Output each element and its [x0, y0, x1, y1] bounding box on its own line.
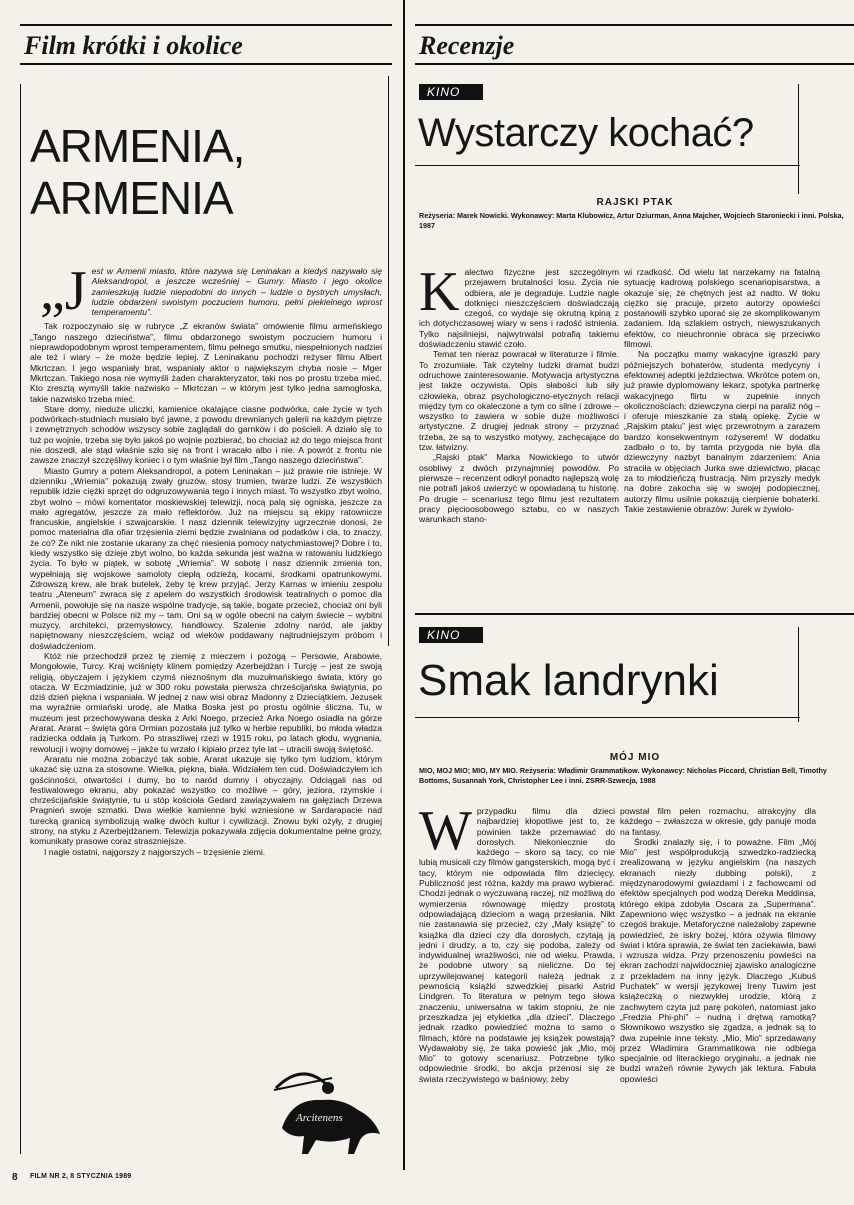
review1-dropcap: K: [419, 261, 460, 323]
top-rule-right: [415, 24, 854, 26]
review1-kicker: KINO: [419, 84, 483, 100]
left-article-body: [30, 260, 382, 857]
review1-col1-p2: Temat ten nieraz powracał w literaturze i filmie. To zrozumiałe. Tak czytelny ludzki dramat budzi odruchowe zainteresowanie. Motywacja artystyczna jest także oczywista. Opis słabości lub siły człowieka, obraz psychologiczno-etycznych relacji między tym co okaleczone a tym co silne i zdrowe – wszystko to zawiera w sobie duże możliwości artystyczne. Z drugiej jednak strony – przyznać trzeba, że są to wszystko motywy, zachęcające do tzw. łatwizny.: [419, 349, 619, 453]
review1-col1-p1: alectwo fizyczne jest szczególnym przejawem brutalności losu. Życia nie odbiera, ale je degraduje. Ludzie nagle dotknięci nieszczęściem doświadczają czegoś, co wydaje się okrutną kpiną z ich dotychczasowej wiary w sens i radość istnienia. Tylko najsilniejsi, najwytrwalsi potrafią takiemu doświadczeniu stawić czoło.: [419, 267, 619, 350]
intro-dropcap: „J: [40, 260, 87, 322]
review1-col1-p3: „Rajski ptak” Marka Nowickiego to utwór osobliwy z dwóch przynajmniej powodów. Po pierwsze – recenzent odkrył ponadto najlepszą wolę nie potrafi jakoś uwierzyć w opowiadaną tu historię. Po drugie – scenariusz tego filmu jest rezultatem pracy pięcioosobowego sztabu, co w naszych warunkach stano-: [419, 452, 619, 525]
top-rule-left: [20, 24, 392, 26]
left-paragraph-2: Stare domy, nieduże uliczki, kamienice okalające ciasne podwórka, całe życie w tych podwórkach-studniach musiało być jawne, z powodu drewnianych galerii na każdym piętrze i zewnętrznych schodów wszyscy sobie zaglądali do garnków i do pościeli. A działo się to tuż po wojnie, trzeba się było jakoś po wojnie pozbierać, bo chociaż aż do tego miejsca front nie doszedł, ale stąd właśnie szło się na front i wracało albo i nie. A powrót z frontu nie zawsze znaczył szczęśliwy koniec i o tym właśnie był film „Tango naszego dzieciństwa”.: [30, 403, 382, 466]
left-paragraph-6: I nagle ostatni, najgorszy z najgorszych – trzęsienie ziemi.: [44, 846, 266, 857]
review2-col1-p1: przypadku filmu dla dzieci najbardziej kłopotliwe jest to, że powinien także przemawiać do dorosłych. Niekoniecznie do każdego – skoro są tacy, co nie lubią musicali czy filmów gangsterskich, mogą być i tacy, którym nie odpowiada film dziecięcy. Publiczność jest różna, każdy ma prawo wybierać. Chodzi jednak o wyczuwaną raczej, niż możliwą do wymierzenia równowagę między prostotą odpowiadającą dzieciom a wagą przesłania. Nikt nie zastanawia się przecież, czy „Mały książę” to książka dla dzieci czy dla dorosłych, czytają ją jedni i drudzy, a to, czy się podoba, zależy od indywidualnej wrażliwości, nie od wieku. Prawda, że podobne utwory są nieliczne. Do tej uprzywilejowanej kategorii należą jednak z pewnością książki szwedzkiej pisarki Astrid Lindgren. To literatura w pełnym tego słowa znaczeniu, uniwersalna w takim stopniu, że nie przeszkadza jej etykietka „dla dzieci”. Dlaczego jednak rzadko powiedzieć można to samo o filmach, które na podstawie jej książek powstają? Wydawałoby się, że taka powieść jak „Mio, mój Mio” to gotowy scenariusz. Potrzebne tylko odpowiednie środki, bo akcja przenosi się ze świata rzeczywistego w baśniowy, żeby: [419, 806, 615, 1084]
review1-title-rule: [415, 165, 800, 166]
review1-film-title: RAJSKI PTAK: [596, 197, 674, 208]
left-frame-line: [20, 84, 21, 1154]
emblem-label: Arcitenens: [296, 1112, 343, 1124]
review2-col2-p1: powstał film pełen rozmachu, atrakcyjny dla każdego – zwłaszcza w okresie, gdy panuje moda na fantasy.: [620, 806, 816, 837]
left-paragraph-1: Tak rozpoczynało się w rubryce „Z ekranów świata” omówienie filmu armeńskiego „Tango naszego dzieciństwa”, filmu obdarzonego swoistym poczuciem humoru i nieprawdopodobnym wprost temperamentem, filmu pełnego smutku, niespełnionych nadziei ale też i wiary – że może będzie lepiej. Z Leninakanu pochodzi reżyser filmu Albert Mkrtczan. I jego wspaniały brat, wspaniały aktor o największym chyba nosie – Mger Mkrtczan. Takiego nosa nie wymyśli żaden charakteryzator, taki nos po prostu trzeba mieć. Kto zresztą wymyśli takie nazwisko – Mkrtczan – w którym jest tylko jedna samogłoska, takie nazwisko trzeba mieć.: [30, 321, 382, 404]
review2-column-2: [620, 806, 816, 1084]
article-title-line-1: ARMENIA,: [30, 120, 245, 172]
review2-column-1: [419, 800, 615, 1084]
review2-film-title: MÓJ MIO: [609, 752, 661, 763]
review2-col2-p2: Środki znalazły się, i to poważne. Film „Mój Mio” jest współprodukcją szwedzko-radziecką zrealizowaną w języku angielskim (na naszych ekranach niezły dubbing polski), z międzynarodowymi gwiazdami i z fachowcami od efektów specjalnych pod wodzą Dereka Meddinsa, którego ekipa zdobyła Oscara za „Supermana”. Zapewniono więc wszystko – a jednak na ekranie czegoś brakuje. Metaforyczne należałoby zapewne powiedzieć, że iskry bożej, która ożywia filmowy świat i która sprawia, że świat ten zaciekawia, bawi i wzrusza widza. Przy przenoszeniu powieści na ekran zachodzi najwidoczniej zjawisko analogiczne z przekładem na inny język. Dlaczego „Kubuś Puchatek” w wersji językowej Ireny Tuwim jest książeczką o niezwykłej urodzie, którą z zachwytem czyta już parę pokoleń, natomiast jako „Fredzia Phi-phi” – nudną i drętwą ramotką? Słownikowo wszystko się zgadza, a jednak są to dwa zupełnie inne teksty. „Mio, Mio” sprzedawany przez Władimira Grammatikowa nie odbiega specjalnie od literackiego oryginału, a jednak nie budzi wrażeń równie żywych jak lektura. Fabuła opowieści: [620, 836, 816, 1084]
right-header-rule: [415, 63, 854, 65]
review1-col2-p1: wi rzadkość. Od wielu lat narzekamy na fatalną sytuację kadrową polskiego scenariopisarstwa, a okazuje się, że chętnych jest aż nadto. W tłoku ciężko się pracuje, przeto autorzy opowieści postanowili szybko uporać się ze skomplikowanym zadaniem. Idą szlakiem ostrych, niewyszukanych efektów, co nieuchronnie obraca się przeciwko filmowi.: [624, 267, 820, 350]
page-number: 8: [12, 1172, 18, 1183]
review1-title: Wystarczy kochać?: [418, 111, 754, 155]
review1-column-2: [624, 267, 820, 514]
archer-centaur-icon: [262, 1058, 392, 1158]
article-intro: [40, 260, 382, 322]
review2-title-rule: [415, 717, 800, 718]
left-paragraph-4: Któż nie przechodził przez tę ziemię z mieczem i pożogą – Persowie, Arabowie, Mongołowie, Turcy. Kraj wciśnięty klinem pomiędzy Azerbejdżan i Turcję – jest ze swoją religią, obyczajem i językiem czymś nieznośnym dla muzułmańskiego świata, który go otacza. W Eczmiadzinie, już w 300 roku powstała pierwsza chrześcijańska świątynia, po dziś dzień piękna i wspaniała. W jednej z naw wisi obraz Madonny z Dzieciątkiem. Jezusek ma wyraźnie ormiański urodę, ale Matka Boska jest po prostu ogólnie śliczna. Tu, w muzeum jest przechowywana deska z Arki Noego, przecież Arka Noego osiadła na górze Ararat. Ararat – święta góra Ormian pozostała już tylko w herbie republiki, bo młoda władza radziecka oddała ją Turkom. Po straszliwej rzezi w 1915 roku, po latach głodu, wygnania, rewolucji i wojny domowej – jakże tu wrzało i kipiało przez tyle lat – utracili swoją świętość.: [30, 650, 382, 754]
review2-frame-line: [798, 627, 799, 722]
intro-text: est w Armenii miasto, które nazywa się Leninakan a kiedyś nazywało się Aleksandropol, a jeszcze wcześniej – Gumry. Miasto i jego okolice zamieszkują ludzie niepodobni do innych – ludzie o bystrych umysłach, ludzie obdarzeni swoistym poczuciem humoru, pełni piekielnego wprost temperamentu”.: [91, 266, 382, 318]
review2-credits: MIO, MOJ MIO; MIO, MY MIO. Reżyseria: Władimir Grammatikow. Wykonawcy: Nicholas Piccard, Christian Bell, Timothy Bottoms, Susannah York, Christopher Lee i inni. ZSRR-Szwecja, 1988: [419, 766, 827, 785]
review1-frame-line: [798, 84, 799, 194]
article-title-line-2: ARMENIA: [30, 172, 233, 224]
review1-col2-p2: Na początku mamy wakacyjne igraszki pary późniejszych bohaterów, studenta medycyny i efektownej adeptki jeździectwa. Wkrótce potem on, już prawie dyplomowany lekarz, spotyka partnerkę wakacyjnego flirtu w zupełnie innych okolicznościach: dziewczyna cierpi na paraliż nóg – i oferuje mieszkanie za stałą opiekę. Życie w „Rajskim ptaku” jest więc przewrotnym a zarazem bardzo konsekwentnym rożyserem! W dodatku zadbało o to, by tamta przygoda nie była dla dziewczyny nazbyt banalnym zdarzeniem: Ania straciła w objęciach Jurka swe dziewictwo, płacąc za to młodzieńczą frustracją. Nim przyszły medyk na dobre zakocha się w swojej podopiecznej, autorzy filmu usilnie pokazują cierpienie bohaterki. Takie zestawienie obrazów: Jurek w żywioło-: [624, 349, 820, 514]
left-paragraph-5: Araratu nie można zobaczyć tak sobie, Ararat ukazuje się tylko tym ludziom, którym ukazać się uzna za stosowne. Wielka, piękna, biała. Widziałem ten cud. Doświadczyłem ich gościnności, otwartości i dumy, bo to naród dumny i obyczajny. Odciągali nas od festiwalowego ekranu, aby pokazać wszystko co możliwe – góry, jeziora, rzymskie i chrześcijańskie świątynie, tu u stóp kościoła Gedard zawiązywałem na gałęziach Drzewa Pragnień swoje szmatki. Dwa wielkie kamienne byki wzniesione w Sardarapacie nad turecką granicą symbolizują walkę dwóch kultur i cywilizacji. Znowu byki ożyły, z drugiej strony, na styku z Azerbejdżanem. Telewizja pokazywała zdjęcia dokumentalne pełne grozy, komunikaty prasowe coraz straszniejsze.: [30, 753, 382, 847]
sagittarius-emblem: [262, 1058, 392, 1158]
left-section-title: Film krótki i okolice: [24, 31, 243, 60]
article-title: [30, 120, 244, 224]
center-divider: [403, 0, 405, 1170]
review2-dropcap: W: [419, 800, 472, 862]
right-section-title: Recenzje: [419, 31, 515, 60]
review2-kicker: KINO: [419, 627, 483, 643]
left-inner-line: [388, 76, 389, 646]
review-separator: [415, 613, 854, 615]
left-header-rule: [20, 63, 392, 65]
left-paragraph-3: Miasto Gumry a potem Aleksandropol, a potem Leninakan – już prawie nie istnieje. W dzienniku „Wriemia” pokazują zwały gruzów, stosy trumien, twarze ludzi. Ze wszystkich republik idzie ciężki sprzęt do odgruzowywania tego i innych miast. To wszystko zbyt wolno, zbyt wolno – mówi komentator moskiewskiej telewizji, nocą palą się ogniska, jeszcze za mało agregatów, jeszcze za mało reflektorów. Już na miejscu są ekipy ratownicze francuskie, angielskie i szwajcarskie. I nasz dziennik telewizyjny ugrzecznie donosi, że pomoc materialna dla ofiar trzęsienia ziemi będzie zwalniana od podatków i cła, to znaczy, że co? Że nikt nie zostanie ukarany za chęć niesienia pomocy natychmiastowej? Dobre i to, kiedy wszystko się dzieje zbyt wolno, bo każda sekunda jest ważna w ratowaniu ludzkiego życia. To było w piątek, w sobotę „Wriemia”. W sobotę i nasz dziennik zmienia ton, wypełniają się wojskowe samoloty ciepłą odzieżą, kocami, środkami opatrunkowymi. Zdrowszą krew, ale brak butelek, żeby tę krew przyjąć. Jerzy Karnas w imieniu zespołu teatru „Ateneum” zwraca się z apelem do wszystkich środowisk teatralnych o pomoc dla Armenii, powołuje się na nasze wspólne tradycje, są takie, bogate przecież, chociaż oni byli bardziej obecni w Polsce niż my – tam. Oni są w ogóle obecni na całym świecie – wybitni muzycy, architekci, przemysłowcy, handlowcy. Szalenie zdolny naród, ale jakby napiętnowany nieszczęściem, wciąż od wieków poddawany najtrudniejszym próbom i doświadczeniom.: [30, 465, 382, 651]
review1-credits: Reżyseria: Marek Nowicki. Wykonawcy: Marta Klubowicz, Artur Dziurman, Anna Majcher, Wojciech Staroniecki i inni. Polska, 1987: [419, 211, 844, 230]
issue-info: FILM NR 2, 8 STYCZNIA 1989: [30, 1173, 132, 1180]
review1-column-1: [419, 261, 619, 525]
review2-title: Smak landrynki: [418, 656, 719, 705]
